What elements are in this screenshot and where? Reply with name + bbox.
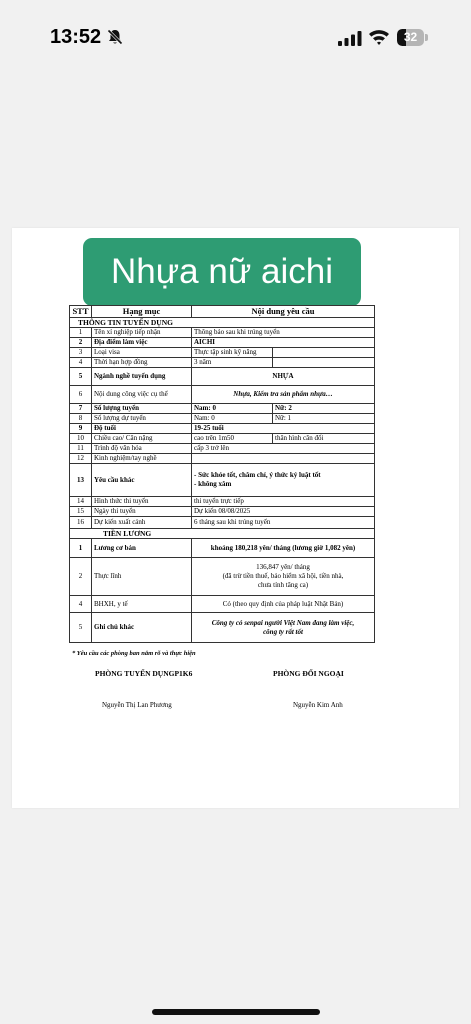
row-stt: 1	[70, 539, 92, 558]
row-label: Số lượng tuyển	[92, 404, 192, 414]
row-stt: 8	[70, 414, 92, 424]
section-title: TIỀN LƯƠNG	[70, 529, 375, 539]
row-value: NHỰA	[192, 368, 375, 386]
salary-line: chưa tính tăng ca)	[257, 581, 309, 589]
row-label: Tên xí nghiệp tiếp nhận	[92, 328, 192, 338]
note-line: công ty rất tốt	[263, 627, 303, 636]
row-label: Địa điểm làm việc	[92, 338, 192, 348]
row-extra: thân hình cân đối	[273, 434, 375, 444]
row-value	[192, 464, 375, 497]
table-row	[70, 517, 375, 529]
table-header-row	[70, 306, 375, 318]
row-label: Hình thức thi tuyển	[92, 497, 192, 507]
battery-indicator	[397, 29, 429, 47]
row-extra	[273, 348, 375, 358]
table-row	[70, 358, 375, 368]
row-stt: 4	[70, 596, 92, 613]
row-value: 3 năm	[192, 358, 273, 368]
row-extra	[273, 358, 375, 368]
battery-level: 32	[403, 30, 418, 44]
row-value: cấp 3 trở lên	[192, 444, 375, 454]
row-extra: Nữ: 2	[273, 404, 375, 414]
row-value	[192, 613, 375, 643]
row-label: Ngành nghề tuyển dụng	[92, 368, 192, 386]
note-line: Công ty có senpai người Việt Nam đang làm việc,	[211, 618, 355, 627]
salary-line: 136,847 yên/ tháng	[256, 563, 310, 571]
signature-name-right: Nguyễn Kim Anh	[293, 701, 343, 709]
row-label: Nội dung công việc cụ thể	[92, 386, 192, 404]
table-row	[70, 558, 375, 596]
row-label: Lương cơ bản	[92, 539, 192, 558]
table-row	[70, 424, 375, 434]
home-indicator[interactable]	[152, 1009, 320, 1015]
row-label: Chiều cao/ Cân nặng	[92, 434, 192, 444]
header-stt: STT	[70, 306, 92, 318]
row-label: BHXH, y tế	[92, 596, 192, 613]
signature-name-left: Nguyễn Thị Lan Phương	[102, 701, 172, 709]
requirement-line: - Sức khỏe tốt, chăm chỉ, ý thức kỷ luật tốt	[194, 471, 321, 479]
row-value: 6 tháng sau khi trúng tuyển	[192, 517, 375, 529]
table-row	[70, 404, 375, 414]
status-bar	[0, 0, 471, 78]
section-row-recruitment	[70, 318, 375, 328]
row-stt: 9	[70, 424, 92, 434]
row-value: Nhựa, Kiểm tra sản phẩm nhựa…	[192, 386, 375, 404]
row-value: cao trên 1m50	[192, 434, 273, 444]
section-title: THÔNG TIN TUYỂN DỤNG	[70, 318, 375, 328]
table-row	[70, 348, 375, 358]
table-row	[70, 434, 375, 444]
row-label: Số lượng dự tuyển	[92, 414, 192, 424]
row-label: Độ tuổi	[92, 424, 192, 434]
header-category: Hạng mục	[92, 306, 192, 318]
row-value: thi tuyển trực tiếp	[192, 497, 375, 507]
row-value: Thông báo sau khi trúng tuyển	[192, 328, 375, 338]
table-row	[70, 338, 375, 348]
battery-nub	[425, 34, 428, 41]
salary-line: (đã trừ tiền thuế, bảo hiểm xã hội, tiền nhà,	[222, 572, 344, 580]
row-label: Yêu cầu khác	[92, 464, 192, 497]
row-label: Dự kiến xuất cảnh	[92, 517, 192, 529]
row-stt: 13	[70, 464, 92, 497]
row-label: Loại visa	[92, 348, 192, 358]
row-stt: 6	[70, 386, 92, 404]
table-row	[70, 464, 375, 497]
table-row	[70, 507, 375, 517]
row-label: Trình độ văn hóa	[92, 444, 192, 454]
cellular-signal-icon	[338, 30, 362, 46]
row-value	[192, 454, 375, 464]
row-value: Có (theo quy định của pháp luật Nhật Bản)	[192, 596, 375, 613]
row-extra: Nữ: 1	[273, 414, 375, 424]
row-stt: 1	[70, 328, 92, 338]
row-stt: 4	[70, 358, 92, 368]
recruitment-table	[69, 305, 375, 643]
row-label: Thời hạn hợp đồng	[92, 358, 192, 368]
table-row	[70, 454, 375, 464]
status-time: 13:52	[50, 26, 102, 48]
row-label: Kinh nghiệm/tay nghề	[92, 454, 192, 464]
bell-muted-icon	[106, 28, 124, 46]
row-stt: 7	[70, 404, 92, 414]
header-content: Nội dung yêu cầu	[192, 306, 375, 318]
row-value: 19-25 tuổi	[192, 424, 375, 434]
table-row	[70, 444, 375, 454]
row-stt: 10	[70, 434, 92, 444]
row-stt: 12	[70, 454, 92, 464]
row-stt: 5	[70, 613, 92, 643]
signature-title-recruitment: PHÒNG TUYỂN DỤNGP1K6	[95, 669, 193, 678]
row-value: khoảng 180,218 yên/ tháng (lương giờ 1,082 yên)	[192, 539, 375, 558]
row-stt: 2	[70, 558, 92, 596]
signature-title-foreign-affairs: PHÒNG ĐỐI NGOẠI	[273, 669, 344, 678]
section-row-salary	[70, 529, 375, 539]
row-value: Nam: 0	[192, 414, 273, 424]
row-label: Thực lĩnh	[92, 558, 192, 596]
table-row	[70, 386, 375, 404]
row-stt: 2	[70, 338, 92, 348]
wifi-icon	[368, 28, 390, 46]
requirement-line: - không xăm	[194, 480, 232, 488]
row-stt: 5	[70, 368, 92, 386]
row-stt: 14	[70, 497, 92, 507]
row-stt: 3	[70, 348, 92, 358]
table-row	[70, 596, 375, 613]
row-stt: 16	[70, 517, 92, 529]
row-value	[192, 558, 375, 596]
row-value: AICHI	[192, 338, 375, 348]
table-row	[70, 368, 375, 386]
table-row	[70, 613, 375, 643]
row-value: Thực tập sinh kỹ năng	[192, 348, 273, 358]
table-row	[70, 414, 375, 424]
battery-body	[397, 29, 424, 46]
row-value: Nam: 0	[192, 404, 273, 414]
title-banner: Nhựa nữ aichi	[83, 238, 361, 306]
row-value: Dự kiến 08/08/2025	[192, 507, 375, 517]
row-stt: 15	[70, 507, 92, 517]
footnote: * Yêu cầu các phòng ban nắm rõ và thực hiện	[72, 650, 196, 657]
row-label: Ghi chú khác	[92, 613, 192, 643]
row-stt: 11	[70, 444, 92, 454]
table-row	[70, 539, 375, 558]
row-label: Ngày thi tuyển	[92, 507, 192, 517]
table-row	[70, 497, 375, 507]
table-row	[70, 328, 375, 338]
